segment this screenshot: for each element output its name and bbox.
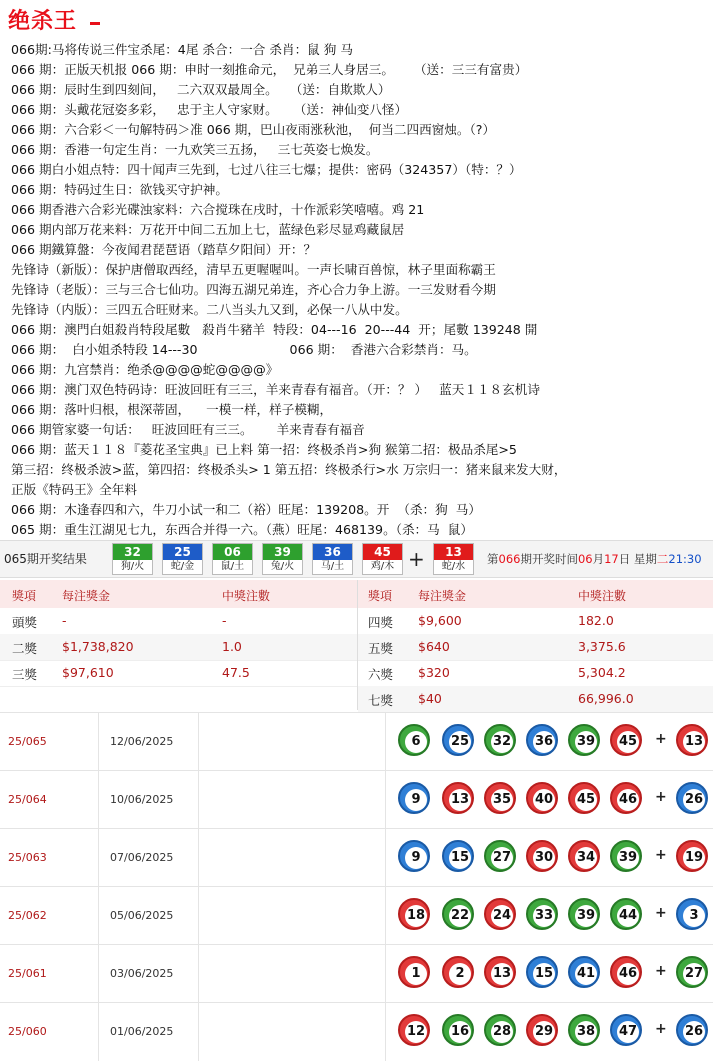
history-plus: +: [655, 1021, 667, 1037]
history-ball: [484, 1014, 516, 1046]
history-ball-number: 18: [405, 905, 427, 927]
history-ball: [442, 1014, 474, 1046]
prize-amount: $320: [418, 665, 450, 680]
history-ball-number: 46: [617, 789, 639, 811]
history-row: [0, 1002, 713, 1061]
prize-name: 五獎: [368, 641, 394, 656]
prize-amount: $9,600: [418, 613, 462, 628]
prediction-line: 066 期：澳门双色特码诗：旺波回旺有三三，羊来青春有福音。（开：？ ） 蓝天１１８玄机诗: [11, 382, 540, 397]
prize-row: [358, 686, 713, 713]
history-divider: [98, 771, 99, 829]
result-ball-number: 25: [163, 544, 202, 560]
history-ball-number: 36: [533, 731, 555, 753]
prediction-line: 066 期鐵算盤：今夜闻君琵琶语（踏草夕阳间）开：？: [11, 242, 317, 257]
history-ball-number: 2: [449, 963, 471, 985]
title-underline: [90, 22, 100, 25]
result-ball: [262, 543, 303, 575]
history-ball-number: 26: [683, 1021, 705, 1043]
history-row: [0, 712, 713, 771]
prize-row: [0, 634, 357, 661]
history-date: 07/06/2025: [110, 851, 174, 864]
history-ball: [398, 1014, 430, 1046]
history-ball: [526, 956, 558, 988]
prize-table: [0, 580, 713, 710]
history-ball-number: 47: [617, 1021, 639, 1043]
result-ball-number: 13: [434, 544, 473, 560]
history-ball-number: 13: [683, 731, 705, 753]
history-ball-number: 25: [449, 731, 471, 753]
history-ball: [610, 724, 642, 756]
prediction-line: 066 期：辰时生到四刻间， 二六双双最周全。 （送：自欺欺人）: [11, 82, 391, 97]
history-date: 03/06/2025: [110, 967, 174, 980]
history-divider: [198, 713, 199, 771]
draw-weekday: 二: [656, 552, 669, 566]
result-ball-zodiac: 兔/火: [270, 561, 295, 572]
history-ball: [484, 840, 516, 872]
prediction-line: 066 期： 白小姐杀特段 14---30 066 期： 香港六合彩禁肖：马。: [11, 342, 477, 357]
prediction-line: 066 期：六合彩＜一句解特码＞准 066 期，巴山夜雨涨秋池， 何当二四西窗烛。（?）: [11, 122, 496, 137]
history-ball: [484, 724, 516, 756]
history-divider: [198, 1003, 199, 1061]
history-ball-number: 34: [575, 847, 597, 869]
history-issue: 25/065: [8, 735, 47, 748]
prize-amount: $40: [418, 691, 442, 706]
history-ball-number: 3: [683, 905, 705, 927]
prediction-line: 066 期管家婆一句话： 旺波回旺有三三。 羊来青春有福音: [11, 422, 365, 437]
history-divider: [385, 1003, 386, 1061]
history-row: [0, 828, 713, 887]
history-ball: [484, 956, 516, 988]
history-divider: [385, 945, 386, 1003]
history-ball-number: 41: [575, 963, 597, 985]
result-ball: [312, 543, 353, 575]
result-plus: +: [408, 547, 425, 571]
prediction-line: 066期:马将传说三件宝杀尾：4尾 杀合：一合 杀肖：鼠 狗 马: [11, 42, 353, 57]
history-ball-number: 15: [533, 963, 555, 985]
prize-amount: $640: [418, 639, 450, 654]
prediction-line: 先锋诗（新版）：保护唐僧取西经，清早五更喔喔叫。一声长啸百兽惊，林子里面称霸王: [11, 262, 496, 277]
result-ball-zodiac: 鼠/土: [220, 561, 245, 572]
prize-row: [358, 660, 713, 687]
prediction-line: 正版《特码王》全年料: [11, 482, 137, 497]
history-ball: [398, 898, 430, 930]
history-ball-number: 26: [683, 789, 705, 811]
prize-row: [0, 608, 357, 635]
result-ball-number: 32: [113, 544, 152, 560]
history-ball: [442, 840, 474, 872]
result-ball: [112, 543, 153, 575]
history-special-ball: [676, 1014, 708, 1046]
history-ball: [610, 956, 642, 988]
result-ball: [162, 543, 203, 575]
history-ball-number: 24: [491, 905, 513, 927]
history-plus: +: [655, 847, 667, 863]
history-ball: [442, 782, 474, 814]
prediction-line: 066 期白小姐点特：四十闻声三先到，七过八往三七爆；提供：密码（324357）（特：？）: [11, 162, 522, 177]
result-ball-zodiac: 狗/火: [120, 561, 145, 572]
prize-count: 47.5: [222, 665, 250, 680]
history-ball-number: 38: [575, 1021, 597, 1043]
result-ball: [212, 543, 253, 575]
history-ball: [568, 898, 600, 930]
history-ball: [398, 782, 430, 814]
history-date: 10/06/2025: [110, 793, 174, 806]
prediction-line: 066 期：头戴花冠姿多彩， 忠于主人守家财。 （送：神仙变八怪）: [11, 102, 408, 117]
result-ball-number: 06: [213, 544, 252, 560]
prediction-line: 066 期：特码过生日：欲钱买守护神。: [11, 182, 228, 197]
draw-month-unit: 月: [592, 552, 605, 566]
result-ball-zodiac: 蛇/水: [441, 561, 466, 572]
history-divider: [98, 1003, 99, 1061]
result-ball-number: 39: [263, 544, 302, 560]
history-ball-number: 35: [491, 789, 513, 811]
history-divider: [385, 887, 386, 945]
history-ball-number: 39: [617, 847, 639, 869]
prize-name: 七獎: [368, 693, 394, 708]
prize-name: 頭獎: [12, 615, 38, 630]
prize-name: 三獎: [12, 667, 38, 682]
history-ball-number: 27: [683, 963, 705, 985]
history-ball-number: 33: [533, 905, 555, 927]
history-ball-number: 28: [491, 1021, 513, 1043]
history-ball-number: 30: [533, 847, 555, 869]
history-ball: [610, 898, 642, 930]
history-ball: [568, 840, 600, 872]
history-divider: [198, 945, 199, 1003]
history-ball-number: 6: [405, 731, 427, 753]
history-ball-number: 44: [617, 905, 639, 927]
history-date: 05/06/2025: [110, 909, 174, 922]
header-count-2: 中獎注數: [578, 589, 627, 603]
prediction-line: 066 期：九宫禁肖：绝杀@@@@蛇@@@@》: [11, 362, 279, 377]
history-date: 01/06/2025: [110, 1025, 174, 1038]
history-ball-number: 9: [405, 847, 427, 869]
header-amount: 每注獎金: [62, 589, 111, 603]
prize-divider: [357, 580, 358, 710]
history-ball-number: 16: [449, 1021, 471, 1043]
history-ball-number: 45: [617, 731, 639, 753]
prediction-line: 066 期：木逢春四和六，牛刀小试一和二（裕）旺尾：139208。开 （杀：狗 马）: [11, 502, 481, 517]
prize-row: [0, 660, 357, 687]
result-bar: [0, 540, 713, 578]
result-ball: [362, 543, 403, 575]
history-ball: [568, 724, 600, 756]
history-ball-number: 19: [683, 847, 705, 869]
result-ball-zodiac: 马/土: [320, 561, 345, 572]
history-ball-number: 46: [617, 963, 639, 985]
history-ball: [610, 840, 642, 872]
history-ball-number: 29: [533, 1021, 555, 1043]
history-ball: [442, 898, 474, 930]
history-ball: [568, 1014, 600, 1046]
history-table: [0, 712, 713, 1056]
history-divider: [385, 771, 386, 829]
history-plus: +: [655, 963, 667, 979]
history-divider: [98, 713, 99, 771]
history-divider: [385, 713, 386, 771]
history-ball-number: 13: [449, 789, 471, 811]
title-bar: [0, 0, 713, 40]
history-ball: [442, 724, 474, 756]
history-ball: [526, 840, 558, 872]
prize-count: -: [222, 613, 227, 628]
header-prize: 獎項: [12, 589, 37, 603]
history-row: [0, 944, 713, 1003]
history-ball-number: 27: [491, 847, 513, 869]
history-ball: [568, 782, 600, 814]
result-ball-number: 36: [313, 544, 352, 560]
history-ball: [398, 724, 430, 756]
history-ball: [484, 898, 516, 930]
prize-name: 四獎: [368, 615, 394, 630]
prize-count: 5,304.2: [578, 665, 626, 680]
history-issue: 25/062: [8, 909, 47, 922]
header-prize-2: 獎項: [368, 589, 393, 603]
prediction-line: 066 期：落叶归根，根深蒂固， 一模一样，样子模糊，: [11, 402, 333, 417]
result-ball-number: 45: [363, 544, 402, 560]
history-ball-number: 13: [491, 963, 513, 985]
history-special-ball: [676, 724, 708, 756]
history-issue: 25/064: [8, 793, 47, 806]
history-divider: [198, 771, 199, 829]
history-ball-number: 39: [575, 731, 597, 753]
history-ball: [568, 956, 600, 988]
prize-amount: $97,610: [62, 665, 114, 680]
prediction-line: 066 期：蓝天１１８『菱花圣宝典』已上料 第一招：终极杀肖>狗 猴第二招：极品杀尾>5: [11, 442, 517, 457]
prize-count: 3,375.6: [578, 639, 626, 654]
history-ball-number: 1: [405, 963, 427, 985]
history-ball: [526, 898, 558, 930]
history-ball: [610, 782, 642, 814]
history-divider: [385, 829, 386, 887]
prize-count: 1.0: [222, 639, 242, 654]
history-ball-number: 9: [405, 789, 427, 811]
prediction-line: 先锋诗（老版）：三与三合七仙功。四海五湖兄弟连，齐心合力争上游。一三发财看今期: [11, 282, 496, 297]
history-divider: [198, 829, 199, 887]
prediction-line: 066 期香港六合彩光碟浊家料：六合搅珠在戌时，十作派彩笑嘻嘻。鸡 21: [11, 202, 425, 217]
draw-month: 06: [577, 552, 593, 566]
prediction-line: 066 期：正版天机报 066 期：申时一刻推命元， 兄弟三人身居三。 （送：三三有富贵）: [11, 62, 528, 77]
history-ball: [398, 840, 430, 872]
history-row: [0, 886, 713, 945]
history-date: 12/06/2025: [110, 735, 174, 748]
history-special-ball: [676, 898, 708, 930]
history-ball-number: 45: [575, 789, 597, 811]
prediction-line: 066 期：澳門白姐殺肖特段尾數 殺肖牛豬羊 特段：04---16 20---44 开；尾數 139248 開: [11, 322, 538, 337]
history-ball-number: 39: [575, 905, 597, 927]
history-plus: +: [655, 789, 667, 805]
history-ball: [484, 782, 516, 814]
history-special-ball: [676, 840, 708, 872]
prize-row: [358, 634, 713, 661]
draw-time: 21:30: [668, 552, 702, 566]
draw-day: 17: [604, 552, 619, 566]
draw-mid: 期开奖时间: [520, 552, 578, 566]
draw-issue: 066: [498, 552, 521, 566]
result-ball-zodiac: 蛇/金: [170, 561, 195, 572]
history-plus: +: [655, 731, 667, 747]
prize-count: 182.0: [578, 613, 614, 628]
prize-row: [358, 608, 713, 635]
history-ball: [526, 724, 558, 756]
history-ball-number: 32: [491, 731, 513, 753]
prediction-line: 先锋诗（内版）：三四五合旺财来。二八当头九又到，必保一八从中发。: [11, 302, 408, 317]
next-draw-time: [487, 551, 702, 567]
prize-amount: -: [62, 613, 67, 628]
prize-name: 二獎: [12, 641, 38, 656]
history-special-ball: [676, 782, 708, 814]
history-issue: 25/060: [8, 1025, 47, 1038]
history-ball: [610, 1014, 642, 1046]
prize-count: 66,996.0: [578, 691, 634, 706]
history-issue: 25/063: [8, 851, 47, 864]
page-title: 绝杀王: [8, 9, 78, 34]
prediction-line: 065 期：重生江湖见七九，东西合并得一六。（燕）旺尾：468139。（杀：马 鼠）: [11, 522, 473, 537]
history-divider: [98, 945, 99, 1003]
result-label: 065期开奖结果: [4, 552, 87, 566]
history-divider: [198, 887, 199, 945]
result-ball-zodiac: 鸡/木: [370, 561, 395, 572]
header-amount-2: 每注獎金: [418, 589, 467, 603]
history-ball: [526, 782, 558, 814]
history-divider: [98, 887, 99, 945]
history-plus: +: [655, 905, 667, 921]
draw-prefix: 第: [487, 552, 499, 566]
result-special-ball: [433, 543, 474, 575]
history-issue: 25/061: [8, 967, 47, 980]
prediction-line: 第三招：终极杀波>蓝，第四招：终极杀头> 1 第五招：终极杀行>水 万宗归一：猪来鼠来发大财，: [11, 462, 567, 477]
history-divider: [98, 829, 99, 887]
history-ball-number: 22: [449, 905, 471, 927]
prediction-lines: [11, 40, 711, 540]
history-ball-number: 12: [405, 1021, 427, 1043]
history-ball: [442, 956, 474, 988]
history-row: [0, 770, 713, 829]
header-count: 中獎注數: [222, 589, 271, 603]
prize-name: 六獎: [368, 667, 394, 682]
draw-day-unit: 日 星期: [618, 552, 657, 566]
prediction-line: 066 期内部万花来料：万花开中间二五加上七，蓝绿色彩尽显鸡藏鼠居: [11, 222, 405, 237]
history-ball: [398, 956, 430, 988]
history-special-ball: [676, 956, 708, 988]
history-ball-number: 40: [533, 789, 555, 811]
history-ball-number: 15: [449, 847, 471, 869]
history-ball: [526, 1014, 558, 1046]
prize-amount: $1,738,820: [62, 639, 134, 654]
prediction-line: 066 期：香港一句定生肖：一九欢笑三五扬， 三七英姿七焕发。: [11, 142, 379, 157]
